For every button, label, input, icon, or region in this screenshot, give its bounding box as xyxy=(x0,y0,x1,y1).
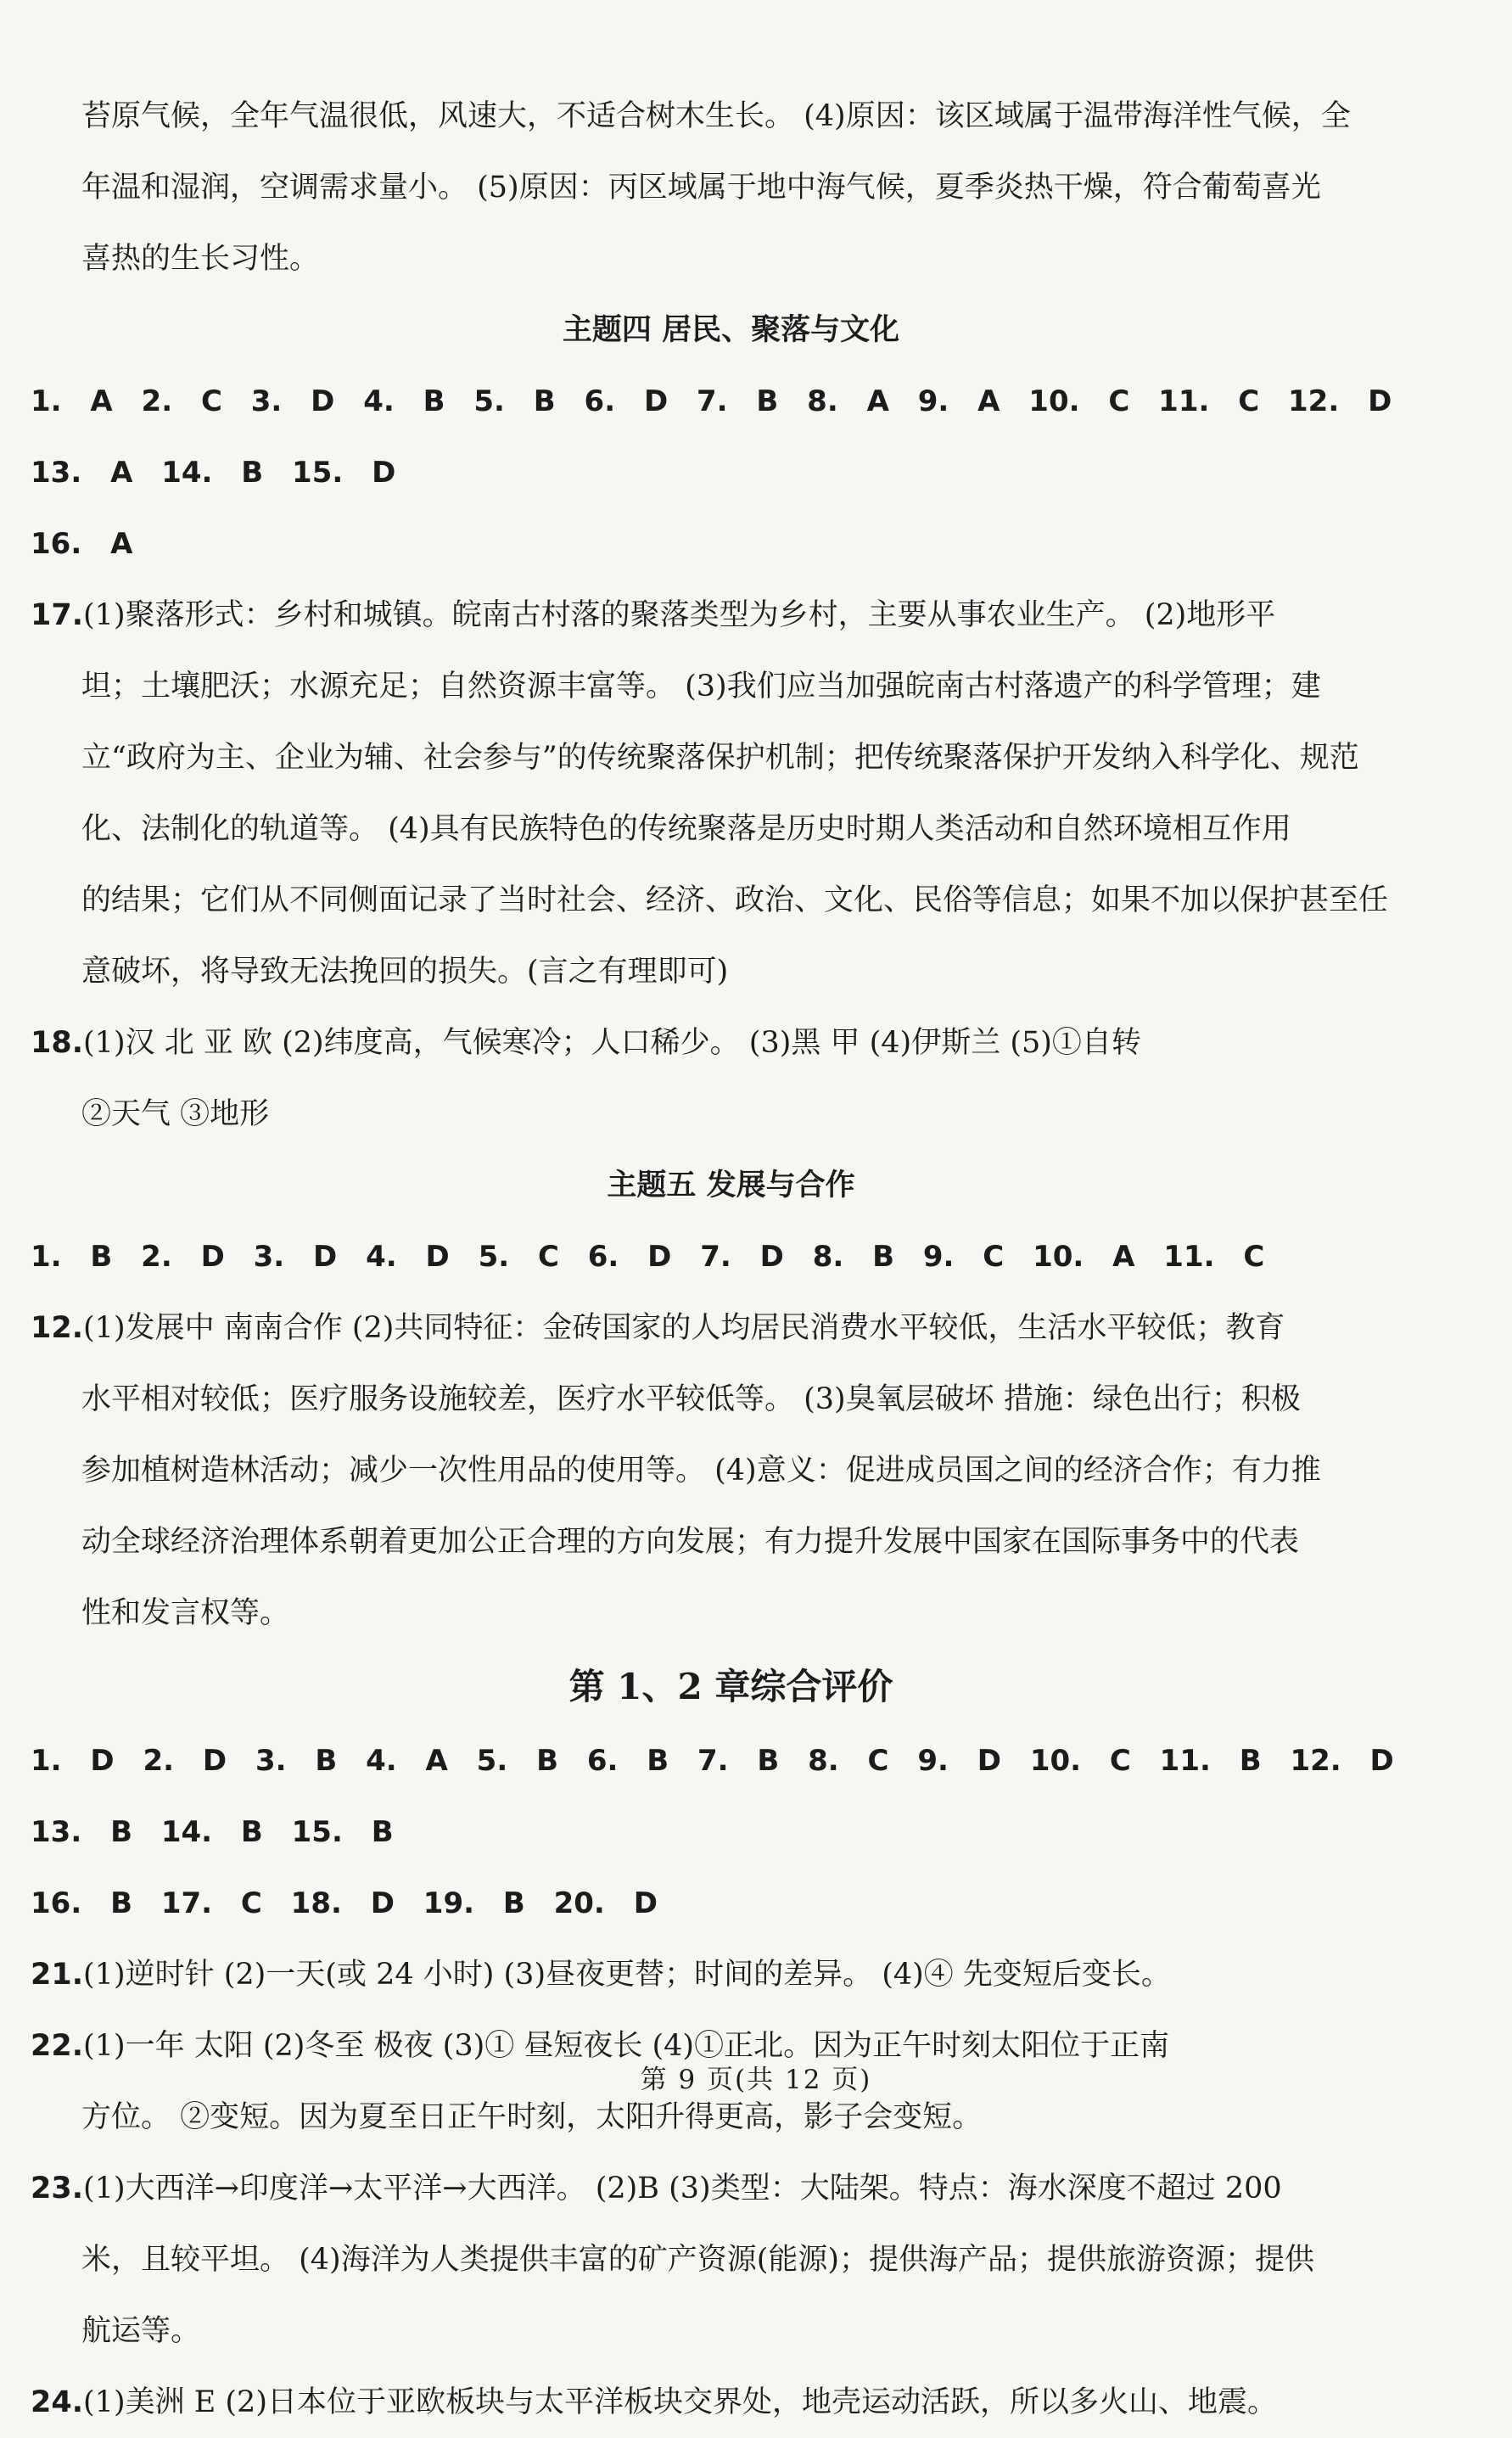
question-number: 18. xyxy=(31,1026,84,1060)
answer-line: ②天气 ③地形 xyxy=(81,1097,270,1131)
topic5-mc-answers-1: 1. B 2. D 3. D 4. D 5. C 6. D 7. D 8. B 9. C 10. A 11. C xyxy=(31,1240,1265,1274)
topic4-heading: 主题四 居民、聚落与文化 xyxy=(562,313,900,347)
question-number: 17. xyxy=(31,598,84,632)
answer-line: 水平相对较低；医疗服务设施较差，医疗水平较低等。 (3)臭氧层破坏 措施：绿色出行；积极 xyxy=(81,1382,1301,1416)
intro-line: 年温和湿润，空调需求量小。 (5)原因：丙区域属于地中海气候，夏季炎热干燥，符合葡萄喜光 xyxy=(81,171,1321,205)
question-number: 23. xyxy=(31,2172,84,2205)
answer-line: (1)一年 太阳 (2)冬至 极夜 (3)① 昼短夜长 (4)①正北。因为正午时刻太阳位于正南 xyxy=(83,2029,1170,2063)
topic5-heading: 主题五 发展与合作 xyxy=(607,1169,855,1202)
answer-line: 航运等。 xyxy=(81,2314,201,2348)
intro-line: 苔原气候，全年气温很低，风速大，不适合树木生长。 (4)原因：该区域属于温带海洋性气候，全 xyxy=(81,99,1351,133)
question-17 xyxy=(31,580,1431,1007)
question-number: 12. xyxy=(31,1311,84,1345)
question-number: 21. xyxy=(31,1958,84,1992)
answer-line: (1)聚落形式：乡村和城镇。皖南古村落的聚落类型为乡村，主要从事农业生产。 (2)地形平 xyxy=(83,598,1276,632)
review-heading: 第 1、2 章综合评价 xyxy=(568,1666,893,1707)
answer-line: 方位。 ②变短。因为夏至日正午时刻，太阳升得更高，影子会变短。 xyxy=(81,2100,983,2134)
answer-line: 坦；土壤肥沃；水源充足；自然资源丰富等。 (3)我们应当加强皖南古村落遗产的科学管理；建 xyxy=(81,670,1321,703)
answer-line: (1)大西洋→印度洋→太平洋→大西洋。 (2)B (3)类型：大陆架。特点：海水深度不超过 200 xyxy=(83,2172,1282,2205)
answer-line: (1)汉 北 亚 欧 (2)纬度高，气候寒冷；人口稀少。 (3)黑 甲 (4)伊斯兰 (5)①自转 xyxy=(83,1026,1141,1060)
answer-line: 动全球经济治理体系朝着更加公正合理的方向发展；有力提升发展中国家在国际事务中的代表 xyxy=(81,1525,1300,1559)
intro-line: 喜热的生长习性。 xyxy=(81,242,320,276)
review-mc-answers-1: 1. D 2. D 3. B 4. A 5. B 6. B 7. B 8. C 9. D 10. C 11. B 12. D 13. B 14. B 15. B xyxy=(31,1744,1394,1849)
answer-line: 意破坏，将导致无法挽回的损失。(言之有理即可) xyxy=(81,955,729,989)
question-18 xyxy=(31,1007,1431,1150)
question-number: 22. xyxy=(31,2029,84,2063)
answer-line: (1)发展中 南南合作 (2)共同特征：金砖国家的人均居民消费水平较低，生活水平较低；教育 xyxy=(83,1311,1285,1345)
answer-line: (1)逆时针 (2)一天(或 24 小时) (3)昼夜更替；时间的差异。 (4)④ 先变短后变长。 xyxy=(83,1958,1171,1992)
answer-line: 的结果；它们从不同侧面记录了当时社会、经济、政治、文化、民俗等信息；如果不加以保护甚至任 xyxy=(81,883,1389,917)
answer-line: 参加植树造林活动；减少一次性用品的使用等。 (4)意义：促进成员国之间的经济合作；有力推 xyxy=(81,1454,1321,1488)
page-footer: 第 9 页(共 12 页) xyxy=(640,2065,872,2095)
answer-line: 性和发言权等。 xyxy=(81,1596,290,1630)
topic4-mc-answers-2: 16. A xyxy=(31,527,133,561)
question-number: 24. xyxy=(31,2385,84,2419)
answer-line: 化、法制化的轨道等。 (4)具有民族特色的传统聚落是历史时期人类活动和自然环境相互作用 xyxy=(81,812,1291,846)
topic4-mc-answers-1: 1. A 2. C 3. D 4. B 5. B 6. D 7. B 8. A 9. A 10. C 11. C 12. D 13. A 14. B 15. D xyxy=(31,384,1392,490)
answer-line: (1)美洲 E (2)日本位于亚欧板块与太平洋板块交界处，地壳运动活跃，所以多火山、地震。 xyxy=(83,2385,1277,2419)
question-12 xyxy=(31,1292,1431,1649)
answer-line: 立“政府为主、企业为辅、社会参与”的传统聚落保护机制；把传统聚落保护开发纳入科学化、规范 xyxy=(81,741,1359,775)
question-21 xyxy=(31,1939,1431,2010)
question-23 xyxy=(31,2153,1431,2367)
review-mc-answers-2: 16. B 17. C 18. D 19. B 20. D xyxy=(31,1886,658,1920)
answer-line: 米，且较平坦。 (4)海洋为人类提供丰富的矿产资源(能源)；提供海产品；提供旅游资源；提供 xyxy=(81,2243,1315,2277)
question-24 xyxy=(31,2367,1431,2438)
